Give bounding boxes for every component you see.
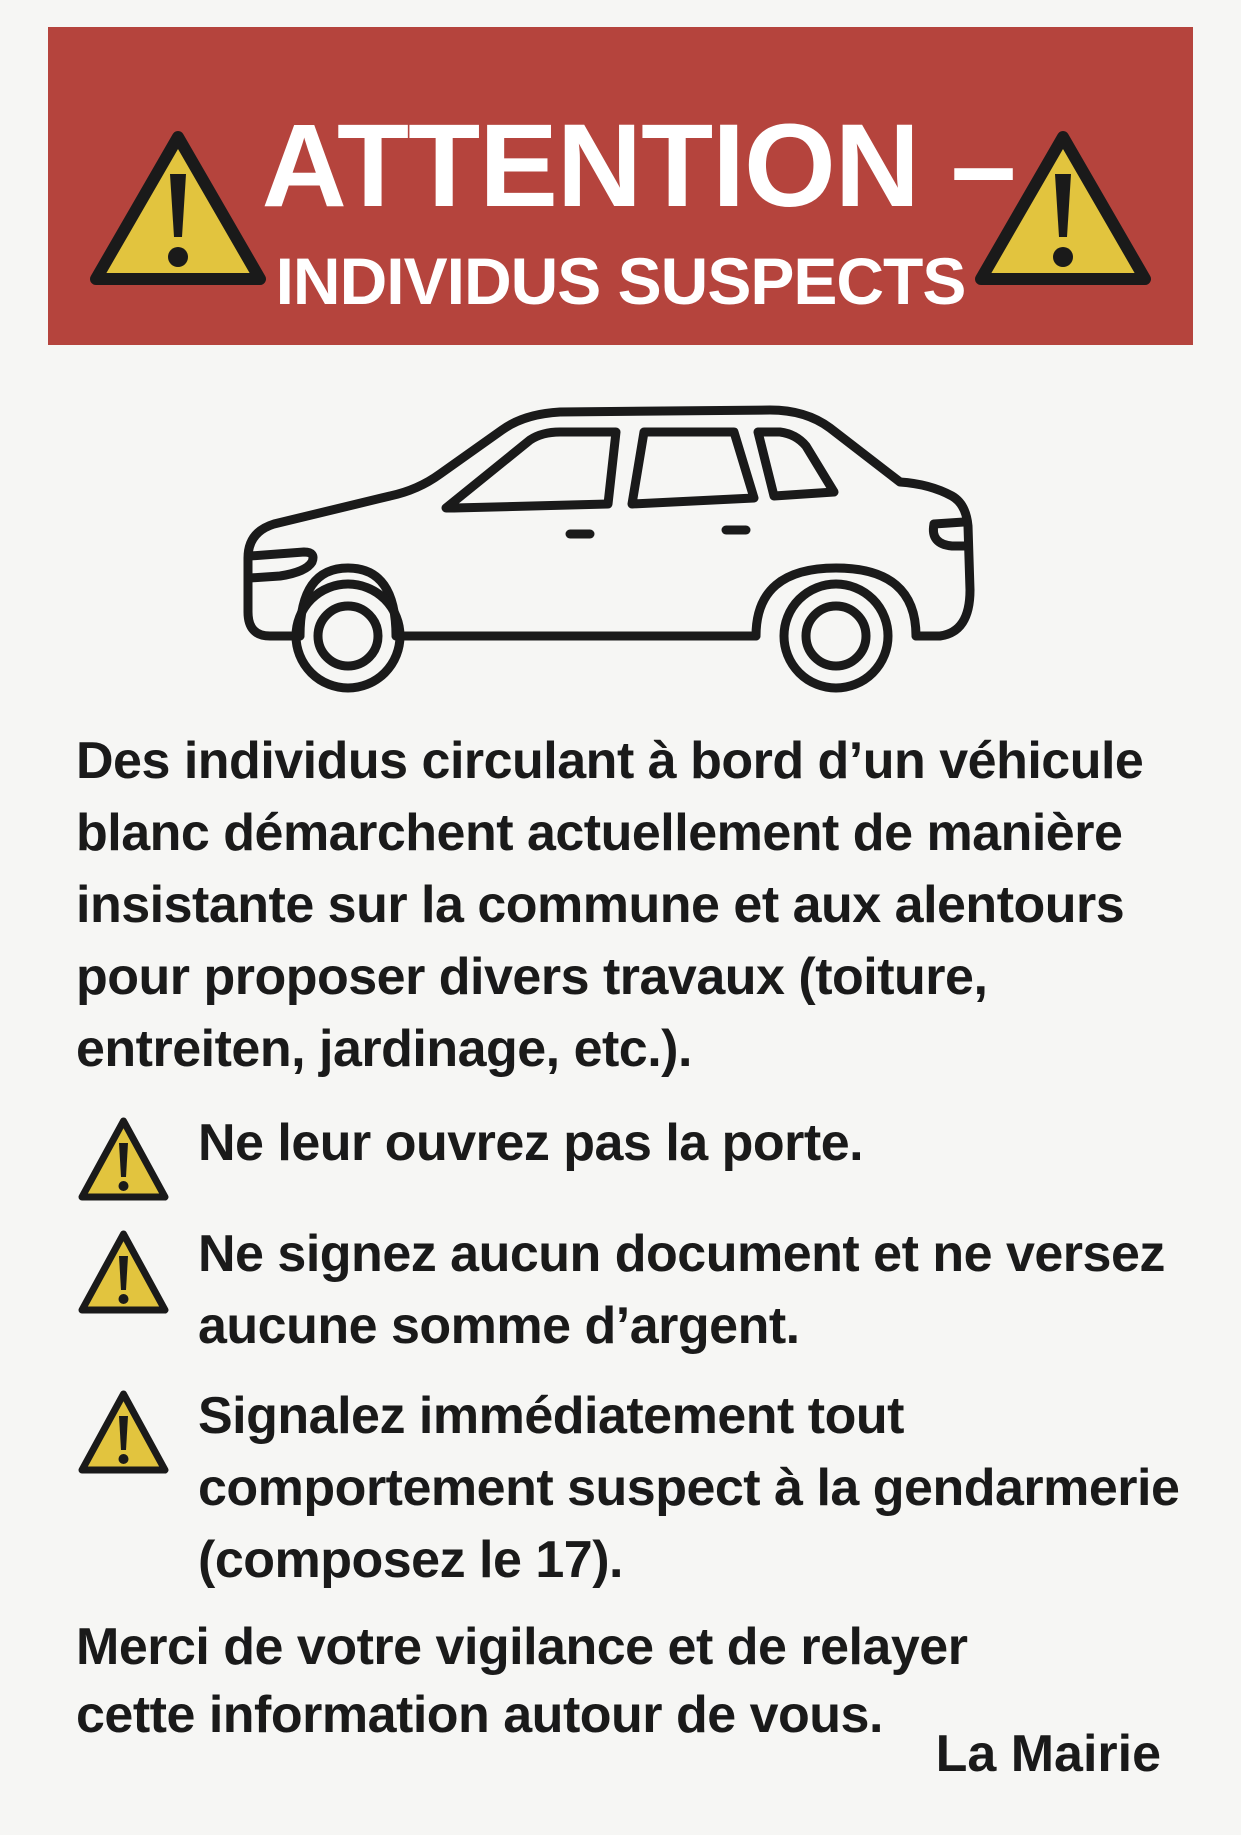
warning-text: Ne signez aucun document et ne versez aucune somme d’argent. xyxy=(198,1225,1165,1355)
warning-triangle-icon xyxy=(973,129,1153,289)
banner-subtitle: INDIVIDUS SUSPECTS xyxy=(275,244,966,318)
car-icon xyxy=(240,400,980,700)
warning-text: Ne leur ouvrez pas la porte. xyxy=(198,1114,864,1172)
closing-message: Merci de votre vigilance et de relayer cette information autour de vous. xyxy=(76,1618,968,1744)
signature: La Mairie xyxy=(935,1725,1161,1783)
alert-banner xyxy=(48,27,1193,345)
warning-text: Signalez immédiatement tout comportement suspect à la gendarmerie (composez le 17). xyxy=(198,1387,1180,1589)
warning-triangle-icon xyxy=(76,1228,171,1316)
banner-title: ATTENTION – xyxy=(261,100,1016,232)
warning-triangle-icon xyxy=(76,1115,171,1203)
intro-paragraph: Des individus circulant à bord d’un véhicule blanc démarchent actuellement de manière insistante sur la commune et aux alentours pour proposer divers travaux (toiture, entreiten, jardinage, etc.). xyxy=(76,732,1144,1078)
warning-triangle-icon xyxy=(76,1388,171,1476)
